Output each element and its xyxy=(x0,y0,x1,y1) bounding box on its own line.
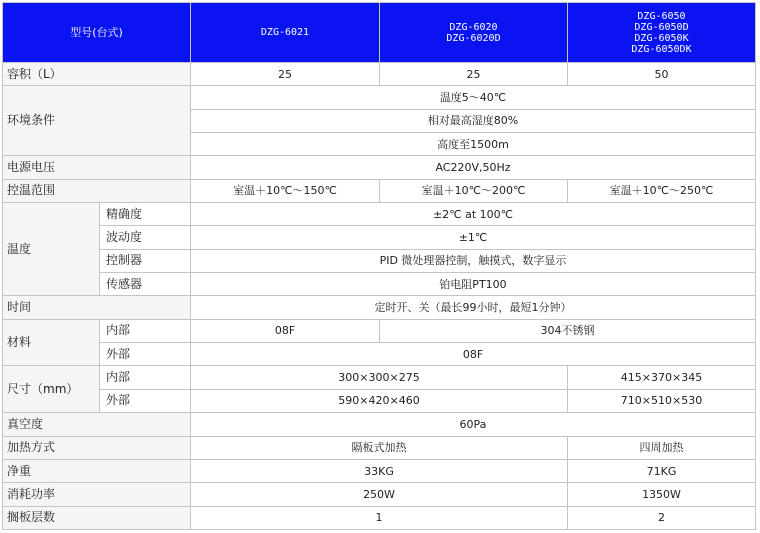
volume-value: 25 xyxy=(380,63,568,86)
time-value: 定时开、关（最长99小时，最短1分钟） xyxy=(191,296,756,319)
sensor-value: 铂电阻PT100 xyxy=(191,273,756,296)
row-environment xyxy=(3,86,756,109)
temperature-label: 温度 xyxy=(3,203,100,296)
environment-temp: 温度5～40℃ xyxy=(191,86,756,109)
fluctuation-value: ±1℃ xyxy=(191,226,756,249)
heating-value: 隔板式加热 xyxy=(191,436,568,459)
environment-label: 环境条件 xyxy=(3,86,191,156)
row-volume xyxy=(3,63,756,86)
size-outer-label: 外部 xyxy=(100,389,191,412)
model-name: DZG-6021 xyxy=(260,27,310,38)
row-power xyxy=(3,156,756,179)
temp-range-value: 室温＋10℃～150℃ xyxy=(191,179,380,202)
model-col-3 xyxy=(568,3,756,63)
volume-label: 容积（L） xyxy=(3,63,191,86)
shelves-value: 2 xyxy=(568,506,756,529)
row-controller xyxy=(3,249,756,272)
material-inner-value: 304不锈钢 xyxy=(380,319,756,342)
controller-value: PID 微处理器控制，触摸式，数字显示 xyxy=(191,249,756,272)
temp-range-value: 室温＋10℃～200℃ xyxy=(380,179,568,202)
environment-altitude: 高度至1500m xyxy=(191,133,756,156)
size-inner-value: 415×370×345 xyxy=(568,366,756,389)
weight-label: 净重 xyxy=(3,459,191,482)
row-weight xyxy=(3,459,756,482)
fluctuation-label: 波动度 xyxy=(100,226,191,249)
vacuum-label: 真空度 xyxy=(3,413,191,436)
environment-humidity: 相对最高湿度80% xyxy=(191,109,756,132)
weight-value: 71KG xyxy=(568,459,756,482)
accuracy-value: ±2℃ at 100℃ xyxy=(191,203,756,226)
row-sensor xyxy=(3,273,756,296)
size-label: 尺寸（mm） xyxy=(3,366,100,413)
header-row xyxy=(3,3,756,63)
model-name: DZG-6050K xyxy=(634,32,689,44)
time-label: 时间 xyxy=(3,296,191,319)
model-col-1 xyxy=(191,3,380,63)
temp-range-value: 室温＋10℃～250℃ xyxy=(568,179,756,202)
power-value: AC220V,50Hz xyxy=(191,156,756,179)
row-power-consumption xyxy=(3,483,756,506)
shelves-value: 1 xyxy=(191,506,568,529)
power-consumption-value: 1350W xyxy=(568,483,756,506)
controller-label: 控制器 xyxy=(100,249,191,272)
row-fluctuation xyxy=(3,226,756,249)
model-name: DZG-6050 xyxy=(637,10,686,22)
material-outer-value: 08F xyxy=(191,343,756,366)
model-col-2 xyxy=(380,3,568,63)
spec-table xyxy=(2,2,756,530)
heating-label: 加热方式 xyxy=(3,436,191,459)
material-inner-value: 08F xyxy=(191,319,380,342)
shelves-label: 搁板层数 xyxy=(3,506,191,529)
row-material-inner xyxy=(3,319,756,342)
row-size-inner xyxy=(3,366,756,389)
row-accuracy xyxy=(3,203,756,226)
material-outer-label: 外部 xyxy=(100,343,191,366)
material-label: 材料 xyxy=(3,319,100,366)
size-inner-label: 内部 xyxy=(100,366,191,389)
row-material-outer xyxy=(3,343,756,366)
model-name: DZG-6050DK xyxy=(631,43,692,55)
model-name: DZG-6020 xyxy=(449,21,498,33)
power-consumption-value: 250W xyxy=(191,483,568,506)
sensor-label: 传感器 xyxy=(100,273,191,296)
row-vacuum xyxy=(3,413,756,436)
power-consumption-label: 消耗功率 xyxy=(3,483,191,506)
model-name: DZG-6050D xyxy=(634,21,689,33)
heating-value: 四周加热 xyxy=(568,436,756,459)
accuracy-label: 精确度 xyxy=(100,203,191,226)
row-heating xyxy=(3,436,756,459)
row-shelves xyxy=(3,506,756,529)
volume-value: 25 xyxy=(191,63,380,86)
volume-value: 50 xyxy=(568,63,756,86)
model-header: 型号(台式) xyxy=(3,3,191,63)
row-size-outer xyxy=(3,389,756,412)
row-temp-range xyxy=(3,179,756,202)
size-outer-value: 710×510×530 xyxy=(568,389,756,412)
power-label: 电源电压 xyxy=(3,156,191,179)
size-outer-value: 590×420×460 xyxy=(191,389,568,412)
size-inner-value: 300×300×275 xyxy=(191,366,568,389)
material-inner-label: 内部 xyxy=(100,319,191,342)
weight-value: 33KG xyxy=(191,459,568,482)
model-name: DZG-6020D xyxy=(446,32,501,44)
temp-range-label: 控温范围 xyxy=(3,179,191,202)
vacuum-value: 60Pa xyxy=(191,413,756,436)
row-time xyxy=(3,296,756,319)
